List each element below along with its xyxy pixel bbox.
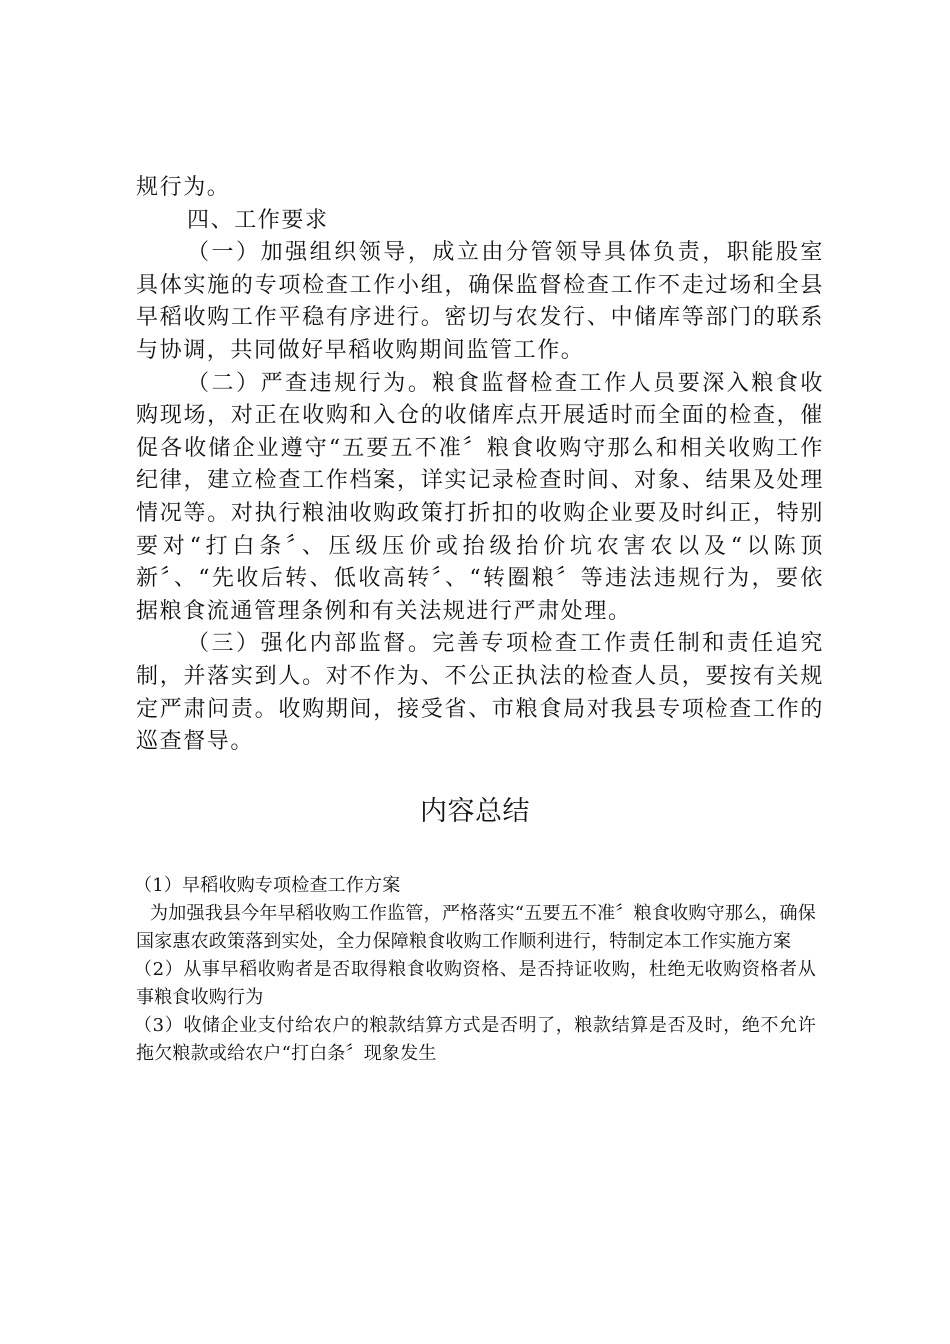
summary-item-3: （3）收储企业支付给农户的粮款结算方式是否明了，粮款结算是否及时，绝不允许拖欠粮款或给农户“打白条〞现象发生 <box>134 1015 816 1064</box>
summary-item-1: （1）早稻收购专项检查工作方案 <box>134 875 401 896</box>
section-heading-work-requirements: 四、工作要求 <box>187 207 329 233</box>
paragraph-strict-inspection: （二）严查违规行为。粮食监督检查工作人员要深入粮食收购现场，对正在收购和入仓的收储库点开展适时而全面的检查，催促各收储企业遵守“五要五不准〞粮食收购守那么和相关收购工作纪律，建立检查工作档案，详实记录检查时间、对象、结果及处理情况等。对执行粮油收购政策打折扣的收购企业要及时纠正，特别要对“打白条〞、压级压价或抬级抬价坑农害农以及“以陈顶新〞、“先收后转、低收高转〞、“转圈粮〞等违法违规行为，要依据粮食流通管理条例和有关法规进行严肃处理。 <box>136 370 824 624</box>
summary-item-2: （2）从事早稻收购者是否取得粮食收购资格、是否持证收购，杜绝无收购资格者从事粮食收购行为 <box>134 959 816 1008</box>
summary-title: 内容总结 <box>420 796 530 827</box>
paragraph-internal-supervision: （三）强化内部监督。完善专项检查工作责任制和责任追究制，并落实到人。对不作为、不公正执法的检查人员，要按有关规定严肃问责。收购期间，接受省、市粮食局对我县专项检查工作的巡查督导。 <box>136 631 824 755</box>
summary-section <box>136 872 816 1068</box>
document-body <box>136 172 824 759</box>
paragraph-organization-leadership: （一）加强组织领导，成立由分管领导具体负责，职能股室具体实施的专项检查工作小组，确保监督检查工作不走过场和全县早稻收购工作平稳有序进行。密切与农发行、中储库等部门的联系与协调，共同做好早稻收购期间监管工作。 <box>136 240 824 363</box>
paragraph-continuation: 规行为。 <box>136 175 231 200</box>
summary-item-1-detail: 为加强我县今年早稻收购工作监管，严格落实“五要五不准〞粮食收购守那么，确保国家惠农政策落到实处，全力保障粮食收购工作顺利进行，特制定本工作实施方案 <box>136 903 816 952</box>
